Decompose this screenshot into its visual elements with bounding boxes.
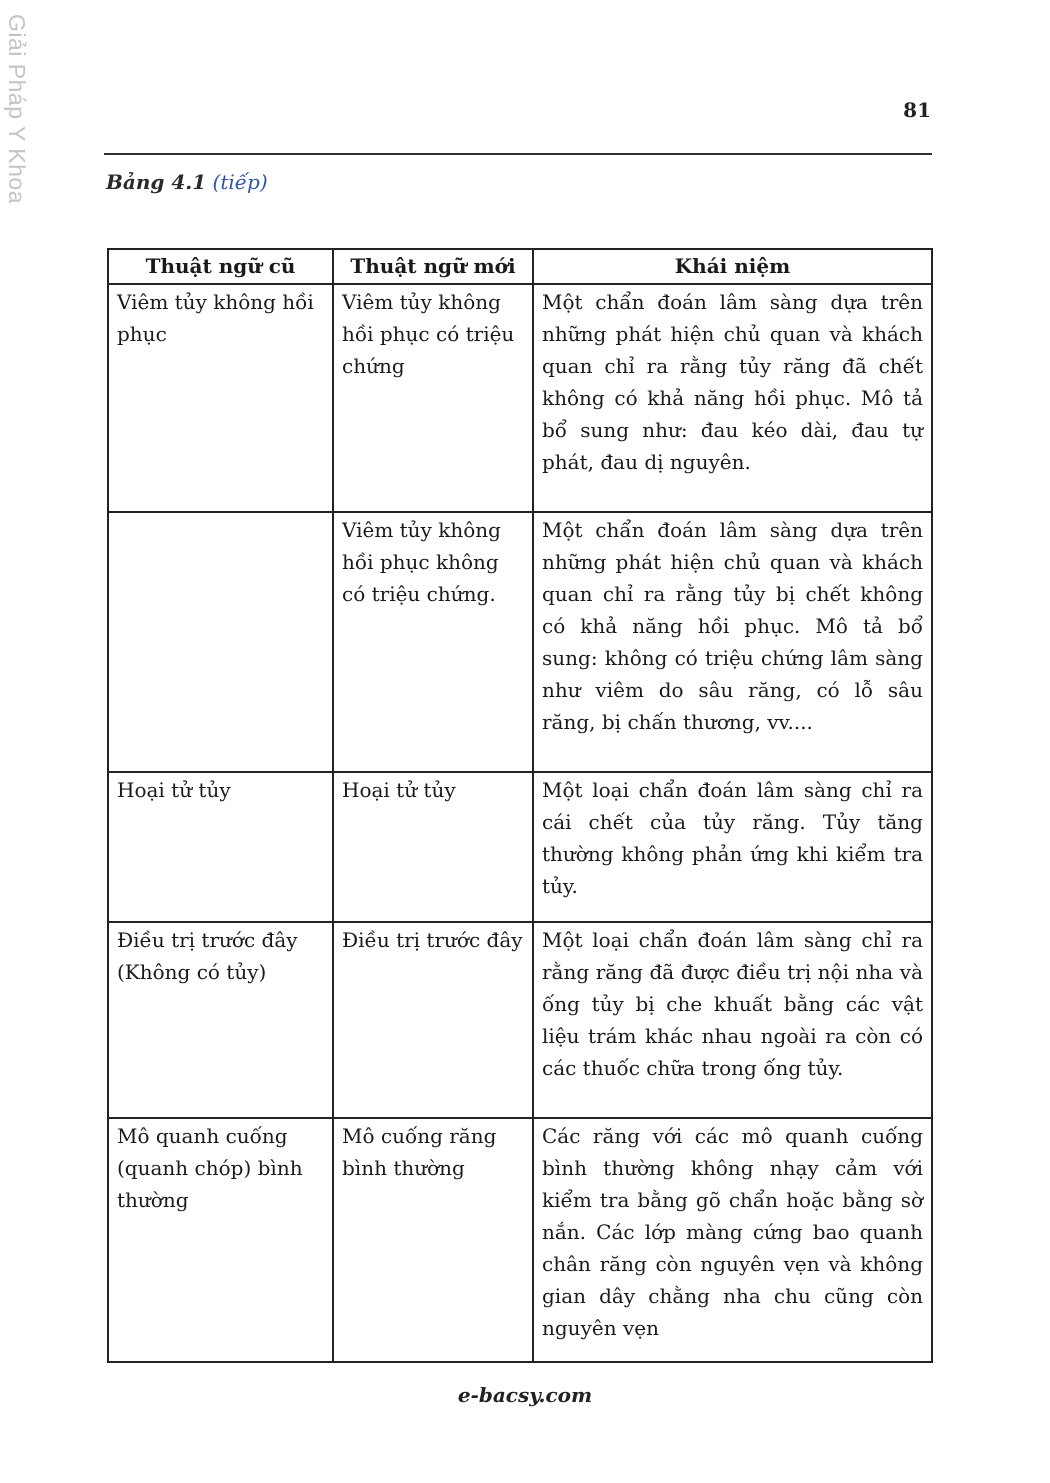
table-header-row <box>108 249 932 284</box>
cell-old-term <box>108 512 333 772</box>
cell-concept: Các răng với các mô quanh cuống bình thường không nhạy cảm với kiểm tra bằng gõ chẩn hoặc bằng sờ nắn. Các lớp màng cứng bao quanh chân răng còn nguyên vẹn và không gian dây chằng nha chu cũng còn nguyên vẹn <box>533 1118 932 1362</box>
side-watermark: Giải Pháp Y Khoa <box>4 14 30 205</box>
cell-old-term: Mô quanh cuống (quanh chóp) bình thường <box>108 1118 333 1362</box>
cell-new-term: Điều trị trước đây <box>333 922 533 1118</box>
caption-continued: (tiếp) <box>212 170 268 194</box>
header-old-term: Thuật ngữ cũ <box>108 249 333 284</box>
cell-concept: Một loại chẩn đoán lâm sàng chỉ ra cái chết của tủy răng. Tủy tăng thường không phản ứng khi kiểm tra tủy. <box>533 772 932 922</box>
cell-old-term: Hoại tử tủy <box>108 772 333 922</box>
table-row <box>108 512 932 772</box>
caption-label: Bảng 4.1 <box>106 170 207 194</box>
cell-concept: Một chẩn đoán lâm sàng dựa trên những phát hiện chủ quan và khách quan chỉ ra rằng tủy bị chết không có khả năng hồi phục. Mô tả bổ sung: không có triệu chứng lâm sàng như viêm do sâu răng, có lỗ sâu răng, bị chấn thương, vv.... <box>533 512 932 772</box>
header-new-term: Thuật ngữ mới <box>333 249 533 284</box>
cell-concept: Một chẩn đoán lâm sàng dựa trên những phát hiện chủ quan và khách quan chỉ ra rằng tủy răng đã chết không có khả năng hồi phục. Mô tả bổ sung như: đau kéo dài, đau tự phát, đau dị nguyên. <box>533 284 932 512</box>
header-concept: Khái niệm <box>533 249 932 284</box>
footer-website: e-bacsy.com <box>457 1383 593 1407</box>
cell-new-term: Mô cuống răng bình thường <box>333 1118 533 1362</box>
table-row <box>108 922 932 1118</box>
cell-concept: Một loại chẩn đoán lâm sàng chỉ ra rằng răng đã được điều trị nội nha và ống tủy bị che khuất bằng các vật liệu trám khác nhau ngoài ra còn có các thuốc chữa trong ống tủy. <box>533 922 932 1118</box>
table-row <box>108 284 932 512</box>
table-row <box>108 772 932 922</box>
table-caption <box>106 170 268 194</box>
table-row <box>108 1118 932 1362</box>
cell-old-term: Viêm tủy không hồi phục <box>108 284 333 512</box>
cell-new-term: Viêm tủy không hồi phục không có triệu chứng. <box>333 512 533 772</box>
cell-new-term: Viêm tủy không hồi phục có triệu chứng <box>333 284 533 512</box>
cell-old-term: Điều trị trước đây (Không có tủy) <box>108 922 333 1118</box>
page-number: 81 <box>903 98 931 122</box>
header-rule <box>104 153 932 155</box>
cell-new-term: Hoại tử tủy <box>333 772 533 922</box>
terminology-table <box>107 248 933 1363</box>
